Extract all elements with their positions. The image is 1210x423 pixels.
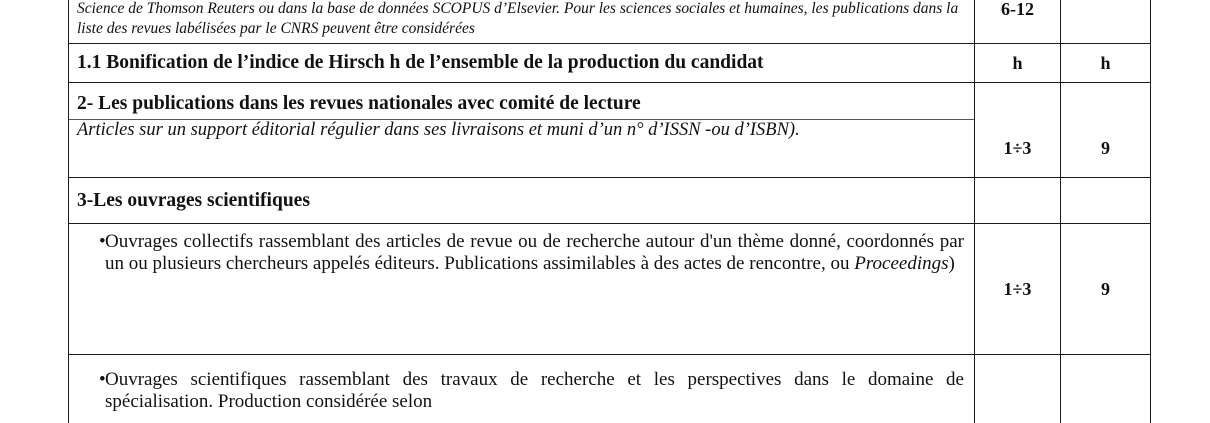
criterion-description: [69, 224, 974, 275]
criterion-text: Ouvrages collectifs rassemblant des articles de revue ou de recherche autour d'un thème donné, coordonnés par un ou plusieurs chercheurs appelés éditeurs. Publications assimilables à des actes de rencontre, ou: [105, 231, 964, 274]
points-cell: 1÷3: [975, 120, 1061, 178]
bullet-glyph: •: [99, 231, 106, 252]
bullet-glyph: •: [99, 369, 106, 390]
max-points-cell: [1061, 83, 1151, 120]
max-points-cell: [1061, 0, 1151, 44]
points-cell: 6-12: [975, 0, 1061, 44]
criterion-description: [69, 355, 974, 413]
criterion-description: Articles sur un support éditorial régulier dans ses livraisons et muni d’un n° d’ISSN -ou d’ISBN).: [77, 120, 800, 140]
criterion-text: Ouvrages scientifiques rassemblant des travaux de recherche et les perspectives dans le domaine de spécialisation. Production considérée selon: [105, 369, 964, 412]
evaluation-grid-table: [68, 0, 1151, 423]
section-heading: 2- Les publications dans les revues nationales avec comité de lecture: [77, 93, 641, 114]
criterion-cell: [69, 224, 975, 355]
table-row: [69, 224, 1151, 355]
section-heading-cell: [69, 178, 975, 224]
criterion-title: 1.1 Bonification de l’indice de Hirsch h de l’ensemble de la production du candidat: [77, 52, 764, 73]
max-points-cell: [1061, 355, 1151, 423]
max-points-cell: h: [1061, 44, 1151, 83]
table-row: [69, 0, 1151, 44]
table-row: [69, 120, 1151, 178]
criterion-text-emphasis: Proceedings: [854, 253, 949, 274]
points-cell: h: [975, 44, 1061, 83]
table-row: [69, 83, 1151, 120]
points-cell: [975, 355, 1061, 423]
criterion-cell: [69, 355, 975, 423]
points-cell: [975, 178, 1061, 224]
section-heading-cell: [69, 83, 975, 120]
criterion-description: Science de Thomson Reuters ou dans la base de données SCOPUS d’Elsevier. Pour les sciences sociales et humaines, les publications dans la liste des revues labélisées par le CNRS peuvent être considérées: [77, 0, 959, 37]
points-cell: [975, 83, 1061, 120]
max-points-cell: [1061, 178, 1151, 224]
criterion-text-end: ): [948, 253, 955, 274]
criterion-cell: [69, 0, 975, 44]
max-points-cell: 9: [1061, 224, 1151, 355]
table-row: [69, 44, 1151, 83]
points-cell: 1÷3: [975, 224, 1061, 355]
table-row: [69, 178, 1151, 224]
criterion-cell: [69, 44, 975, 83]
criterion-cell: [69, 120, 975, 178]
table-row: [69, 355, 1151, 423]
max-points-cell: 9: [1061, 120, 1151, 178]
section-heading: 3-Les ouvrages scientifiques: [77, 189, 310, 211]
